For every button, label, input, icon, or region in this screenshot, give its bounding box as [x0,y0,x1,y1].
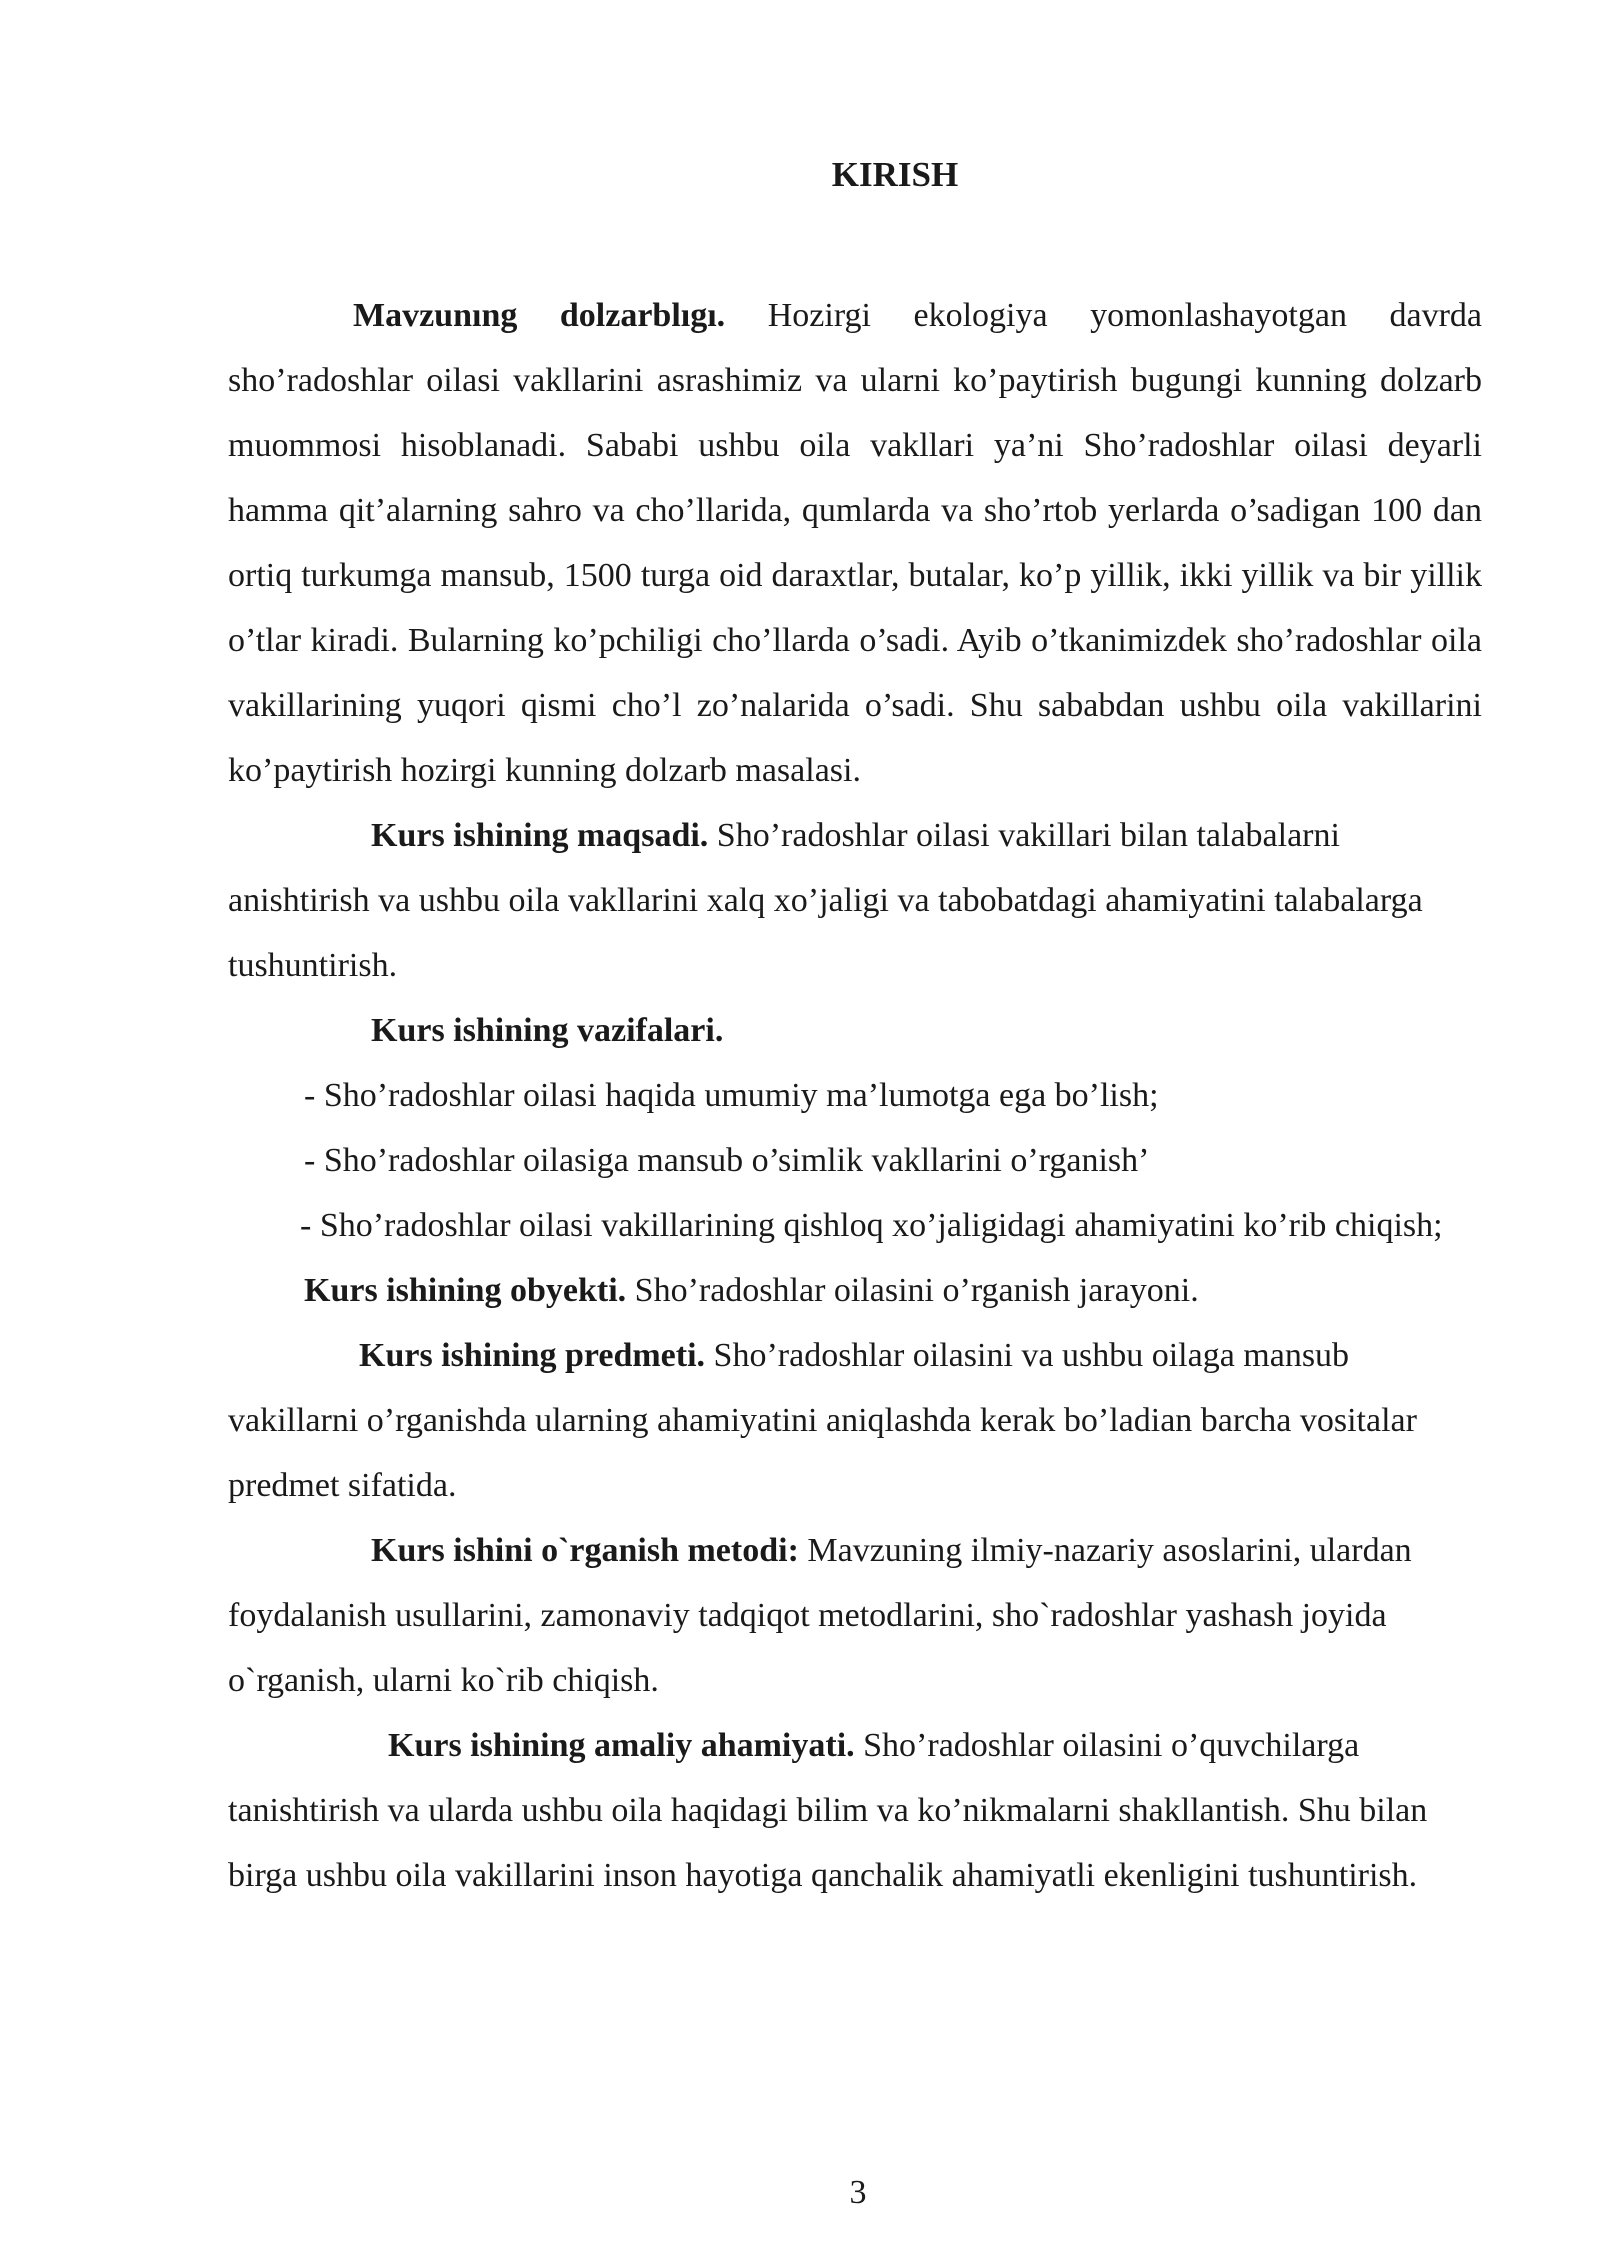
paragraph-predmet [228,1323,1482,1518]
page-title: KIRISH [831,155,959,194]
list-item: - Sho’radoshlar oilasi vakillarining qishloq xo’jaligidagi ahamiyatini ko’rib chiqish; [300,1207,1443,1244]
paragraph-metod [228,1518,1482,1713]
heading-maqsad: Kurs ishining maqsadi. [371,817,709,854]
heading-dolzarblik: Mavzunıng dolzarblıgı. [353,297,726,334]
text-maqsad: Sho’radoshlar oilasi vakillari bilan talabalarni anishtirish va ushbu oila vakllarini xalq xo’jaligi va tabobatdagi ahamiyatini talabalarga tushuntirish. [228,817,1423,984]
text-dolzarblik: Hozirgi ekologiya yomonlashayotgan davrda sho’radoshlar oilasi vakllarini asrashimiz va ularni ko’paytirish bugungi kunning dolzarb muommosi hisoblanadi. Sababi ushbu oila vakllari ya’ni Sho’radoshlar oilasi deyarli hamma qit’alarning sahro va cho’llarida, qumlarda va sho’rtob yerlarda o’sadigan 100 dan ortiq turkumga mansub, 1500 turga oid daraxtlar, butalar, ko’p yillik, ikki yillik va bir yillik o’tlar kiradi. Bularning ko’pchiligi cho’llarda o’sadi. Ayib o’tkanimizdek sho’radoshlar oila vakillarining yuqori qismi cho’l zo’nalarida o’sadi. Shu sababdan ushbu oila vakillarini ko’paytirish hozirgi kunning dolzarb masalasi. [228,297,1483,789]
paragraph-dolzarblik [228,283,1482,803]
page-body [228,283,1482,1908]
heading-metod: Kurs ishini o`rganish metodi: [371,1532,799,1569]
text-metod: Mavzuning ilmiy-nazariy asoslarini, ulardan foydalanish usullarini, zamonaviy tadqiqot metodlarini, sho`radoshlar yashash joyida o`rganish, ularni ko`rib chiqish. [228,1532,1412,1699]
heading-amaliy: Kurs ishining amaliy ahamiyati. [388,1727,855,1764]
paragraph-maqsad [228,803,1482,998]
heading-vazifalar: Kurs ishining vazifalari. [371,1012,724,1049]
paragraph-obyekt [228,1258,1482,1323]
list-item: - Sho’radoshlar oilasiga mansub o’simlik vakllarini o’rganish’ [304,1142,1150,1179]
list-item: - Sho’radoshlar oilasi haqida umumiy ma’lumotga ega bo’lish; [304,1077,1159,1114]
text-amaliy: Sho’radoshlar oilasini o’quvchilarga tanishtirish va ularda ushbu oila haqidagi bilim va ko’nikmalarni shakllantish. Shu bilan birga ushbu oila vakillarini inson hayotiga qanchalik ahamiyatli ekenligini tushuntirish. [228,1727,1428,1894]
text-predmet: Sho’radoshlar oilasini va ushbu oilaga mansub vakillarni o’rganishda ularning ahamiyatini aniqlashda kerak bo’ladian barcha vositalar predmet sifatida. [228,1337,1417,1504]
heading-obyekt: Kurs ishining obyekti. [304,1272,627,1309]
text-obyekt: Sho’radoshlar oilasini o’rganish jarayoni. [626,1272,1199,1309]
paragraph-vazifalar [228,998,1482,1063]
heading-predmet: Kurs ishining predmeti. [359,1337,706,1374]
paragraph-amaliy [228,1713,1482,1908]
page-number: 3 [849,2174,867,2211]
